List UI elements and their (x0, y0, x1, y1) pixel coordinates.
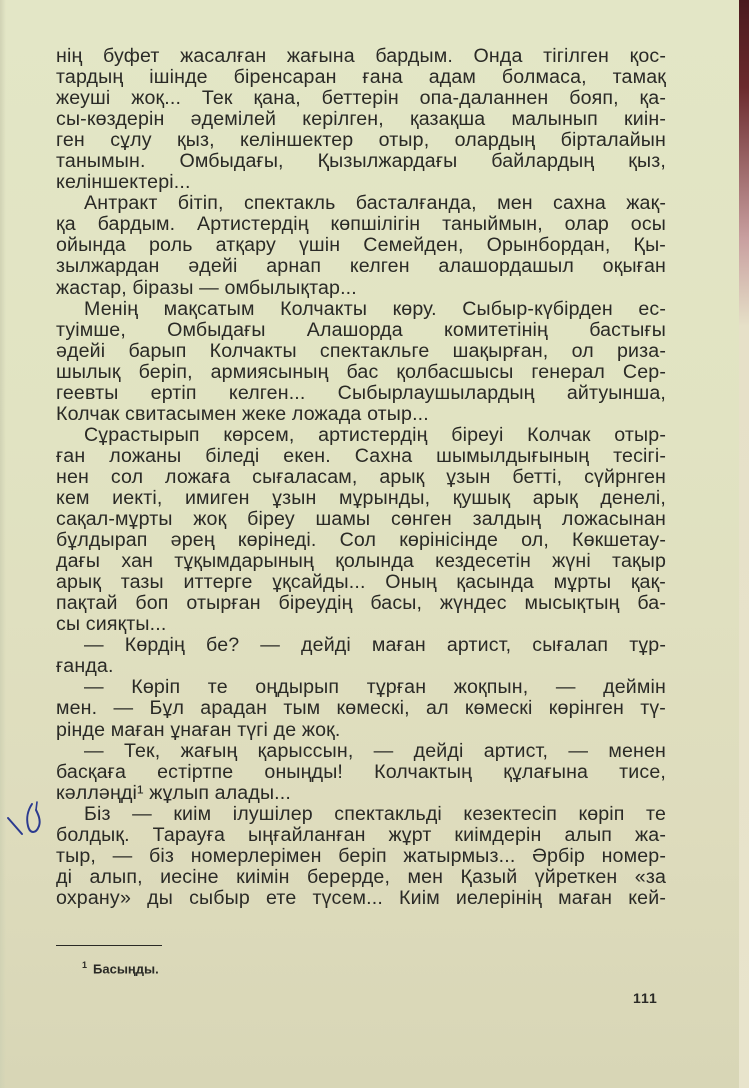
text-line: сы-көздерін әдемілей керілген, қазақша малынып киін- (56, 108, 666, 131)
text-line: танымын. Омбыдағы, Қызылжардағы байлардың қыз, (56, 150, 666, 173)
text-line: ген сұлу қыз, келіншектер отыр, олардың бірталайын (56, 129, 666, 152)
text-line: жеуші жоқ... Тек қана, беттерін опа-даланнен бояп, қа- (56, 87, 666, 110)
footnote-divider (56, 945, 162, 946)
text-line: туімше, Омбыдағы Алашорда комитетінің бастығы (56, 318, 666, 341)
text-line: Менің мақсатым Колчакты көру. Сыбыр-күбірден ес- (84, 297, 666, 320)
text-line: кем иекті, имиген ұзын мұрынды, қушық арық денелі, (56, 486, 666, 509)
text-line: қа бардым. Артистердің көпшілігін таныймын, олар осы (56, 213, 666, 236)
text-line: келіншектері... (56, 171, 191, 194)
book-edge (739, 0, 749, 1088)
text-line: нен сол ложаға сығаласам, арық ұзын бетті, сүйрнген (56, 465, 666, 488)
text-line: ғанда. (56, 655, 114, 678)
text-line: кәлләңді¹ жұлып алады... (56, 781, 291, 804)
text-line: — Тек, жағың қарыссын, — дейді артист, — менен (84, 739, 666, 762)
text-line: болдық. Тарауға ыңғайланған жұрт киімдерін алып жа- (56, 823, 666, 846)
text-line: бұлдырап әрең көрінеді. Сол көрінісінде ол, Көкшетау- (56, 529, 666, 552)
text-line: ойында роль атқару үшін Семейден, Орынбордан, Қы- (56, 234, 666, 257)
text-line: рінде маған ұнаған түгі де жоқ. (56, 718, 341, 741)
text-line: тыр, — біз номерлерімен беріп жатырмыз... Әрбір номер- (56, 844, 666, 867)
handwritten-pen-mark-icon (6, 800, 50, 840)
text-line: Колчак свитасымен жеке ложада отыр... (56, 402, 429, 425)
text-line: сақал-мұрты жоқ біреу шамы сөнген залдың ложасынан (56, 508, 666, 531)
text-line: Антракт бітіп, спектакль басталғанда, мен сахна жақ- (84, 192, 666, 215)
text-line: ған ложаны біледі екен. Сахна шымылдығының тесігі- (56, 444, 666, 467)
text-line: әдейі барып Колчакты спектакльге шақырған, ол риза- (56, 339, 666, 362)
text-line: — Көріп те оңдырып тұрған жоқпын, — деймін (84, 676, 666, 699)
text-line: нің буфет жасалған жағына бардым. Онда тігілген қос- (56, 45, 666, 67)
text-line: сы сияқты... (56, 613, 167, 636)
text-line: басқаға естіртпе оныңды! Колчактың құлағына тисе, (56, 760, 666, 783)
footnote-text: Басыңды. (93, 961, 159, 977)
text-line: зылжардан әдейі арнап келген алашордашыл оқыған (56, 255, 666, 278)
text-line: Сұрастырып көрсем, артистердің біреуі Колчак отыр- (84, 423, 666, 446)
text-line: ді алып, иесіне киімін берерде, мен Қазый үйреткен «за (56, 865, 666, 888)
page-gutter-shadow (0, 0, 6, 1088)
text-line: жастар, біразы — омбылықтар... (56, 276, 357, 299)
body-text (56, 46, 666, 909)
text-line: — Көрдің бе? — дейді маған артист, сығалап тұр- (84, 634, 666, 657)
text-line: пақтай боп отырған біреудің басы, жүндес мысықтың ба- (56, 592, 666, 615)
text-line: шылық беріп, армиясының бас қолбасшысы генерал Сер- (56, 360, 666, 383)
footnote-marker: 1 (82, 960, 88, 970)
text-line: дағы хан тұқымдарының қолында кездесетін жүні тақыр (56, 550, 666, 573)
text-line: арық тазы иттерге ұқсайды... Оның қасында мұрты қақ- (56, 571, 666, 594)
text-line: мен. — Бұл арадан тым көмескі, ал көмескі көрінген тү- (56, 697, 666, 720)
text-line: геевты ертіп келген... Сыбырлаушылардың айтуынша, (56, 381, 666, 404)
footnote (82, 960, 159, 976)
text-line: Біз — киім ілушілер спектакльді кезектесіп көріп те (84, 802, 666, 825)
page-number: 111 (633, 990, 658, 1006)
text-line: охрану» ды сыбыр ете түсем... Киім иелерінің маған кей- (56, 886, 666, 909)
text-line: тардың ішінде біренсаран ғана адам болмаса, тамақ (56, 66, 666, 89)
